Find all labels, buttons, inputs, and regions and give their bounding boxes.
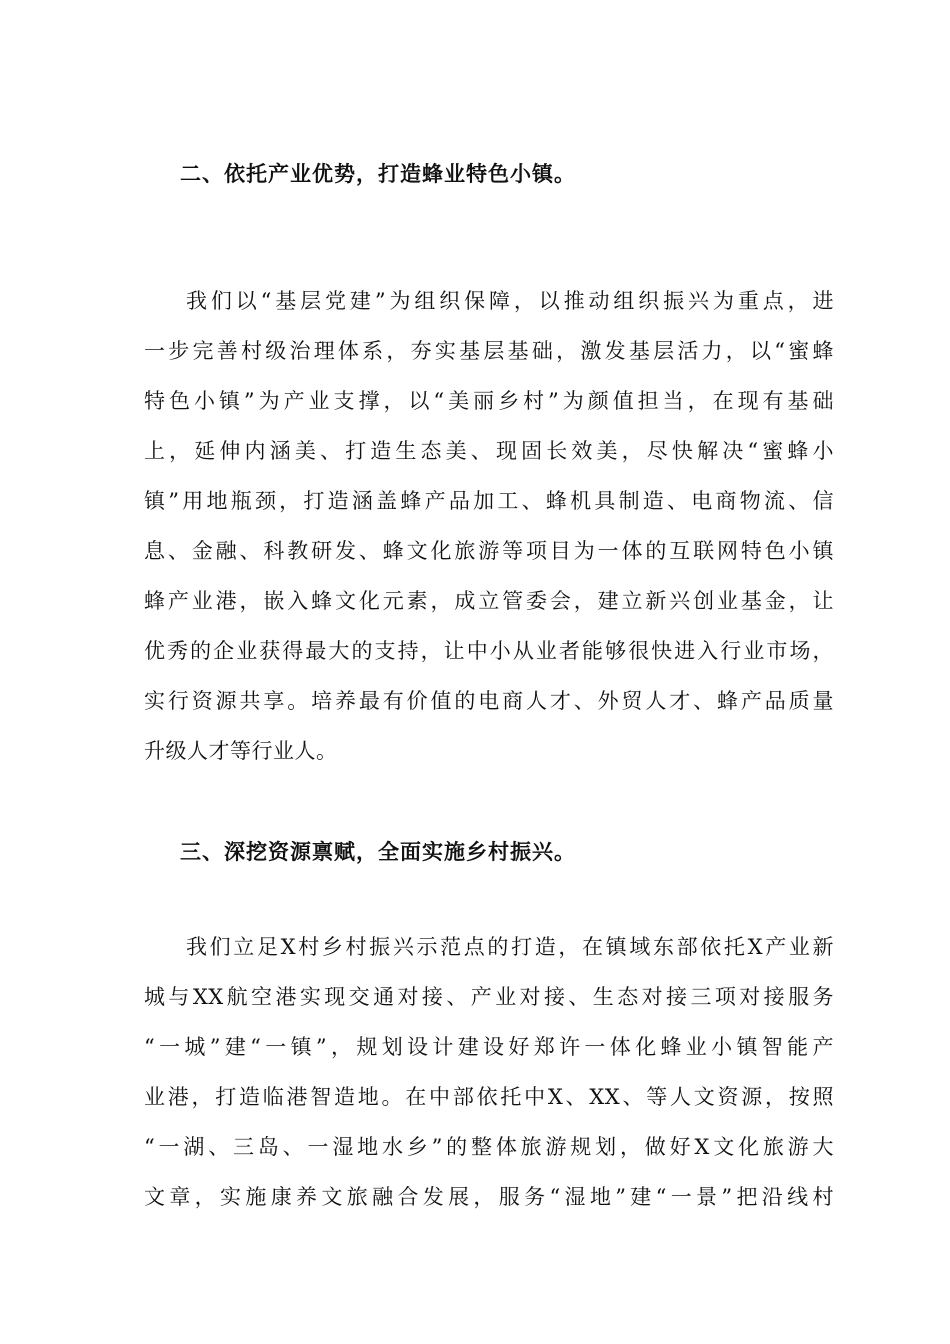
paragraph-line: 镇”用地瓶颈，打造涵盖蜂产品加工、蜂机具制造、电商物流、信 bbox=[144, 489, 834, 513]
section-heading-2: 二、依托产业优势，打造蜂业特色小镇。 bbox=[180, 162, 576, 186]
paragraph-line: “一城”建“一镇”，规划设计建设好郑许一体化蜂业小镇智能产 bbox=[144, 1035, 834, 1059]
paragraph-line: 我们立足X村乡村振兴示范点的打造，在镇域东部依托X产业新 bbox=[186, 935, 834, 959]
paragraph-line: 文章，实施康养文旅融合发展，服务“湿地”建“一景”把沿线村 bbox=[144, 1185, 834, 1209]
paragraph-line: 息、金融、科教研发、蜂文化旅游等项目为一体的互联网特色小镇 bbox=[144, 539, 834, 563]
paragraph-line: 实行资源共享。培养最有价值的电商人才、外贸人才、蜂产品质量 bbox=[144, 689, 834, 713]
paragraph-line: 升级人才等行业人。 bbox=[144, 739, 338, 763]
section-heading-3: 三、深挖资源禀赋，全面实施乡村振兴。 bbox=[180, 840, 576, 864]
paragraph-line: “一湖、三岛、一湿地水乡”的整体旅游规划，做好X文化旅游大 bbox=[144, 1135, 834, 1159]
paragraph-line: 优秀的企业获得最大的支持，让中小从业者能够很快进入行业市场， bbox=[144, 639, 834, 663]
paragraph-line: 蜂产业港，嵌入蜂文化元素，成立管委会，建立新兴创业基金，让 bbox=[144, 589, 834, 613]
paragraph-line: 我们以“基层党建”为组织保障，以推动组织振兴为重点，进 bbox=[186, 289, 834, 313]
paragraph-line: 城与XX航空港实现交通对接、产业对接、生态对接三项对接服务 bbox=[144, 985, 834, 1009]
paragraph-rural-revitalization bbox=[144, 922, 834, 1222]
paragraph-bee-town bbox=[144, 276, 834, 776]
paragraph-line: 业港，打造临港智造地。在中部依托中X、XX、等人文资源，按照 bbox=[144, 1085, 834, 1109]
paragraph-line: 特色小镇”为产业支撑，以“美丽乡村”为颜值担当，在现有基础 bbox=[144, 389, 834, 413]
paragraph-line: 上，延伸内涵美、打造生态美、现固长效美，尽快解决“蜜蜂小 bbox=[144, 439, 834, 463]
paragraph-line: 一步完善村级治理体系，夯实基层基础，激发基层活力，以“蜜蜂 bbox=[144, 339, 834, 363]
